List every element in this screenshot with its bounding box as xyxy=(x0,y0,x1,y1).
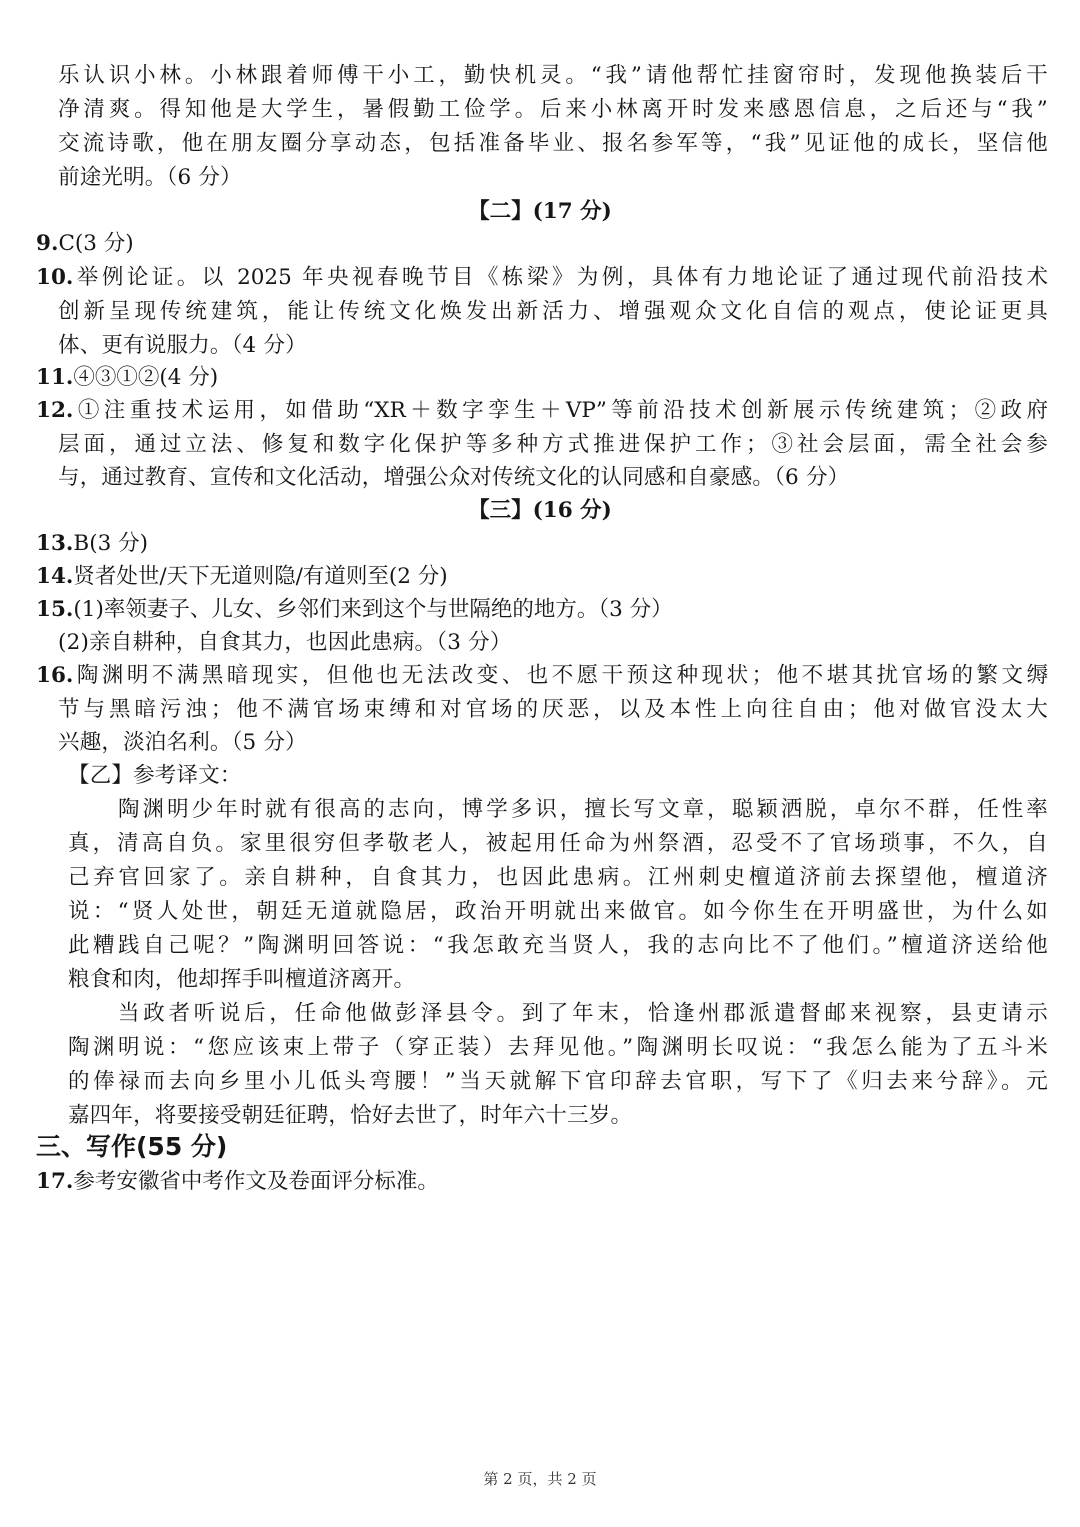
question-16 xyxy=(36,662,1048,690)
question-number: 9. xyxy=(36,231,59,256)
question-number: 11. xyxy=(36,365,74,390)
answer-text: 陶渊明不满黑暗现实，但他也无法改变、也不愿干预这种现状；他不堪其扰官场的繁文缛 xyxy=(73,663,1048,688)
translation-line: 真，清高自负。家里很穷但孝敬老人，被起用任命为州祭酒，忍受不了官场琐事，不久，自 xyxy=(68,831,1048,856)
text-line: 创新呈现传统建筑，能让传统文化焕发出新活力、增强观众文化自信的观点，使论证更具 xyxy=(58,299,1048,324)
question-number: 10. xyxy=(36,265,74,290)
question-17 xyxy=(36,1168,439,1196)
question-13 xyxy=(36,530,148,558)
answer-text: B(3 分) xyxy=(73,531,148,556)
translation-line: 嘉四年，将要接受朝廷征聘，恰好去世了，时年六十三岁。 xyxy=(68,1103,633,1128)
text-line: 交流诗歌，他在朋友圈分享动态，包括准备毕业、报名参军等，“我”见证他的成长，坚信他 xyxy=(58,131,1048,156)
page-footer: 第 2 页，共 2 页 xyxy=(483,1470,597,1488)
translation-line: 的俸禄而去向乡里小儿低头弯腰！”当天就解下官印辞去官职，写下了《归去来兮辞》。元 xyxy=(68,1069,1048,1094)
question-10 xyxy=(36,264,1048,292)
text-line: 兴趣，淡泊名利。（5 分） xyxy=(58,730,307,755)
text-line: 节与黑暗污浊；他不满官场束缚和对官场的厌恶，以及本性上向往自由；他对做官没太大 xyxy=(58,697,1048,722)
answer-text: 参考安徽省中考作文及卷面评分标准。 xyxy=(73,1169,439,1194)
question-15 xyxy=(36,596,673,624)
translation-line: 粮食和肉，他却挥手叫檀道济离开。 xyxy=(68,967,416,992)
question-number: 15. xyxy=(36,597,74,622)
text-line: 与，通过教育、宣传和文化活动，增强公众对传统文化的认同感和自豪感。（6 分） xyxy=(58,465,850,490)
text-line: (2)亲自耕种，自食其力，也因此患病。（3 分） xyxy=(58,630,512,655)
section-heading-3: 【三】(16 分) xyxy=(468,498,612,523)
question-number: 13. xyxy=(36,531,74,556)
answer-text: ①注重技术运用，如借助“XR＋数字孪生＋VP”等前沿技术创新展示传统建筑；②政府 xyxy=(73,398,1048,423)
answer-text: C(3 分) xyxy=(58,231,134,256)
question-9 xyxy=(36,230,134,258)
question-number: 16. xyxy=(36,663,74,688)
answer-text: 贤者处世/天下无道则隐/有道则至(2 分) xyxy=(73,564,448,589)
translation-line: 说：“贤人处世，朝廷无道就隐居，政治开明就出来做官。如今你生在开明盛世，为什么如 xyxy=(68,899,1048,924)
text-line: 前途光明。（6 分） xyxy=(58,165,242,190)
question-number: 14. xyxy=(36,564,74,589)
question-number: 17. xyxy=(36,1169,74,1194)
translation-line: 当政者听说后，任命他做彭泽县令。到了年末，恰逢州郡派遣督邮来视察，县吏请示 xyxy=(118,1001,1048,1026)
translation-label: 【乙】参考译文： xyxy=(68,763,242,788)
text-line: 体、更有说服力。（4 分） xyxy=(58,333,307,358)
translation-line: 陶渊明说：“您应该束上带子（穿正装）去拜见他。”陶渊明长叹说：“我怎么能为了五斗米 xyxy=(68,1035,1048,1060)
translation-line: 此糟践自己呢？”陶渊明回答说：“我怎敢充当贤人，我的志向比不了他们。”檀道济送给他 xyxy=(68,933,1048,958)
answer-text: (1)率领妻子、儿女、乡邻们来到这个与世隔绝的地方。（3 分） xyxy=(73,597,673,622)
translation-line: 己弃官回家了。亲自耕种，自食其力，也因此患病。江州刺史檀道济前去探望他，檀道济 xyxy=(68,865,1048,890)
translation-line: 陶渊明少年时就有很高的志向，博学多识，擅长写文章，聪颖洒脱，卓尔不群，任性率 xyxy=(118,797,1048,822)
section-heading-2: 【二】(17 分) xyxy=(468,199,612,224)
text-line: 净清爽。得知他是大学生，暑假勤工俭学。后来小林离开时发来感恩信息，之后还与“我” xyxy=(58,97,1048,122)
answer-text: ④③①②(4 分) xyxy=(73,365,219,390)
text-line: 乐认识小林。小林跟着师傅干小工，勤快机灵。“我”请他帮忙挂窗帘时，发现他换装后干 xyxy=(58,63,1048,88)
section-title-writing: 三、写作(55 分) xyxy=(36,1132,228,1161)
question-14 xyxy=(36,563,448,591)
question-number: 12. xyxy=(36,398,74,423)
question-11 xyxy=(36,364,218,392)
answer-text: 举例论证。以 2025 年央视春晚节目《栋梁》为例，具体有力地论证了通过现代前沿技术 xyxy=(73,265,1048,290)
question-12 xyxy=(36,397,1048,425)
text-line: 层面，通过立法、修复和数字化保护等多种方式推进保护工作；③社会层面，需全社会参 xyxy=(58,432,1048,457)
